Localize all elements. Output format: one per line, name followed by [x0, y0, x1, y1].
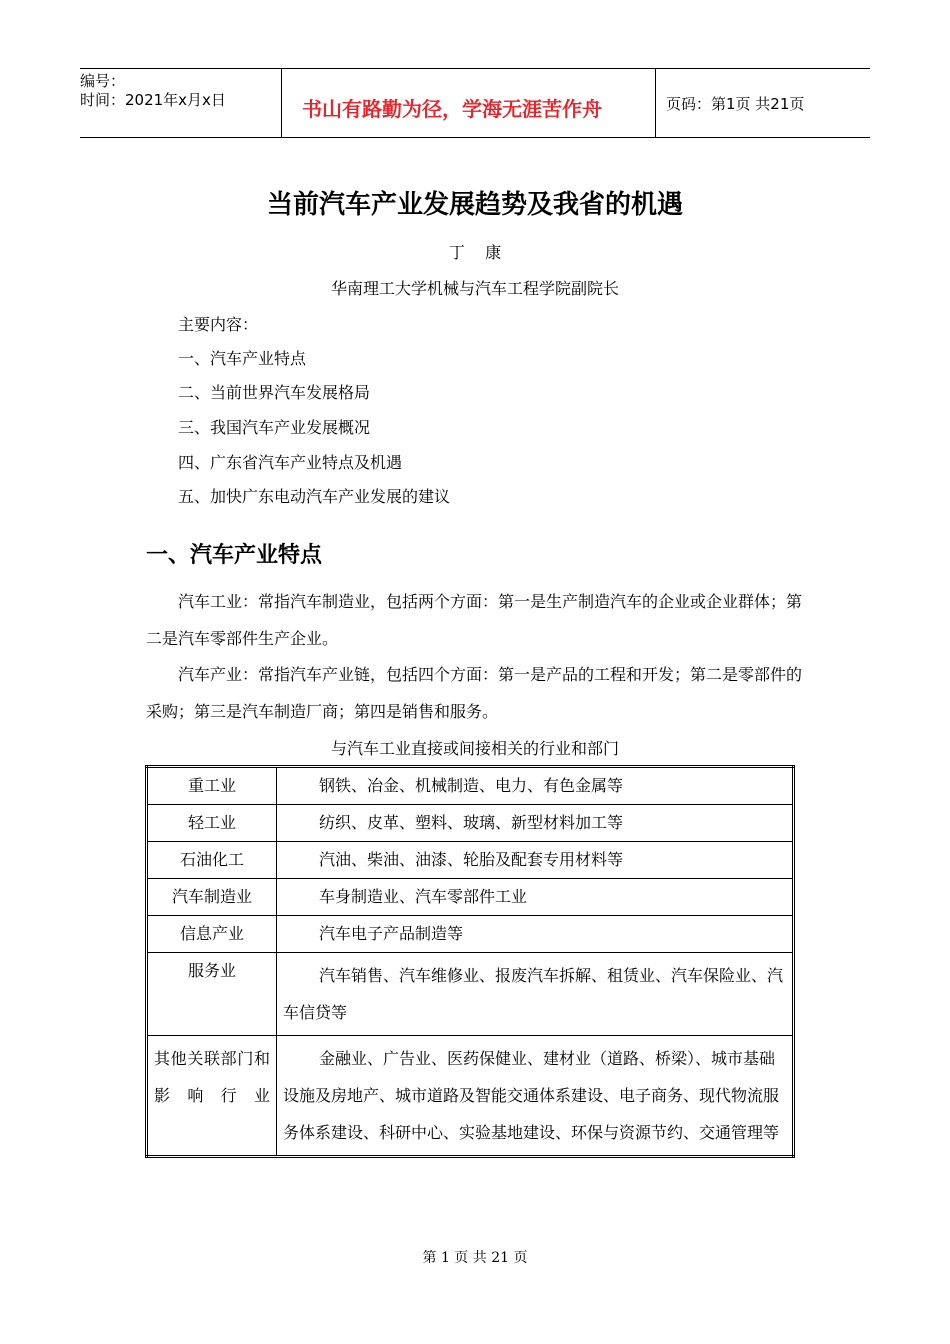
- industry-table: [145, 765, 795, 1158]
- table-row: [147, 842, 794, 879]
- page-footer: 第 1 页 共 21 页: [422, 1250, 528, 1266]
- table-row: [147, 953, 794, 1036]
- affiliation: 华南理工大学机械与汽车工程学院副院长: [330, 279, 619, 298]
- table-cell-desc: 金融业、广告业、医药保健业、建材业（道路、桥梁）、城市基础设施及房地产、城市道路及智能交通体系建设、电子商务、现代物流服务体系建设、科研中心、实验基地建设、环保与资源节约、交通管理等: [277, 1036, 794, 1157]
- paragraph: 汽车工业：常指汽车制造业，包括两个方面：第一是生产制造汽车的企业或企业群体；第二是汽车零部件生产企业。: [146, 592, 803, 648]
- table-cell-category: 汽车制造业: [147, 879, 277, 916]
- header-meta: [80, 69, 280, 140]
- table-row: [147, 805, 794, 842]
- table-cell-category: 服务业: [147, 953, 277, 1036]
- contents-item: 三、我国汽车产业发展概况: [178, 418, 371, 437]
- section-heading: 一、汽车产业特点: [146, 543, 323, 568]
- table-cell-desc: 汽车电子产品制造等: [277, 916, 794, 953]
- table-row: [147, 879, 794, 916]
- number-label: 编号：: [80, 72, 126, 90]
- table-cell-category: 信息产业: [147, 916, 277, 953]
- author: 丁 康: [448, 243, 502, 262]
- table-row: [147, 916, 794, 953]
- table-caption: 与汽车工业直接或间接相关的行业和部门: [330, 739, 619, 758]
- contents-item: 四、广东省汽车产业特点及机遇: [178, 453, 403, 472]
- table-cell-desc: 汽车销售、汽车维修业、报废汽车拆解、租赁业、汽车保险业、汽车信贷等: [277, 953, 794, 1036]
- header-motto: 书山有路勤为径，学海无涯苦作舟: [302, 97, 602, 121]
- table-row: [147, 1036, 794, 1157]
- header-motto-cell: [281, 69, 656, 137]
- table-cell-desc: 车身制造业、汽车零部件工业: [277, 879, 794, 916]
- table-cell-desc: 钢铁、冶金、机械制造、电力、有色金属等: [277, 767, 794, 805]
- header-page-info: 页码：第1页 共21页: [666, 95, 805, 113]
- contents-item: 五、加快广东电动汽车产业发展的建议: [178, 487, 451, 506]
- table-cell-category: 石油化工: [147, 842, 277, 879]
- table-cell-category: 其他关联部门和影响行业: [147, 1036, 277, 1157]
- table-row: [147, 767, 794, 805]
- table-cell-category: 重工业: [147, 767, 277, 805]
- table-cell-desc: 汽油、柴油、油漆、轮胎及配套专用材料等: [277, 842, 794, 879]
- document-title: 当前汽车产业发展趋势及我省的机遇: [266, 190, 683, 220]
- contents-item: 二、当前世界汽车发展格局: [178, 383, 371, 402]
- table-cell-category: 轻工业: [147, 805, 277, 842]
- contents-item: 一、汽车产业特点: [178, 349, 307, 368]
- paragraph: 汽车产业：常指汽车产业链，包括四个方面：第一是产品的工程和开发；第二是零部件的采购；第三是汽车制造厂商；第四是销售和服务。: [146, 665, 803, 721]
- date-label: 时间：2021年x月x日: [80, 91, 226, 109]
- table-cell-desc: 纺织、皮革、塑料、玻璃、新型材料加工等: [277, 805, 794, 842]
- page-header: [80, 68, 870, 138]
- contents-label: 主要内容：: [178, 315, 259, 334]
